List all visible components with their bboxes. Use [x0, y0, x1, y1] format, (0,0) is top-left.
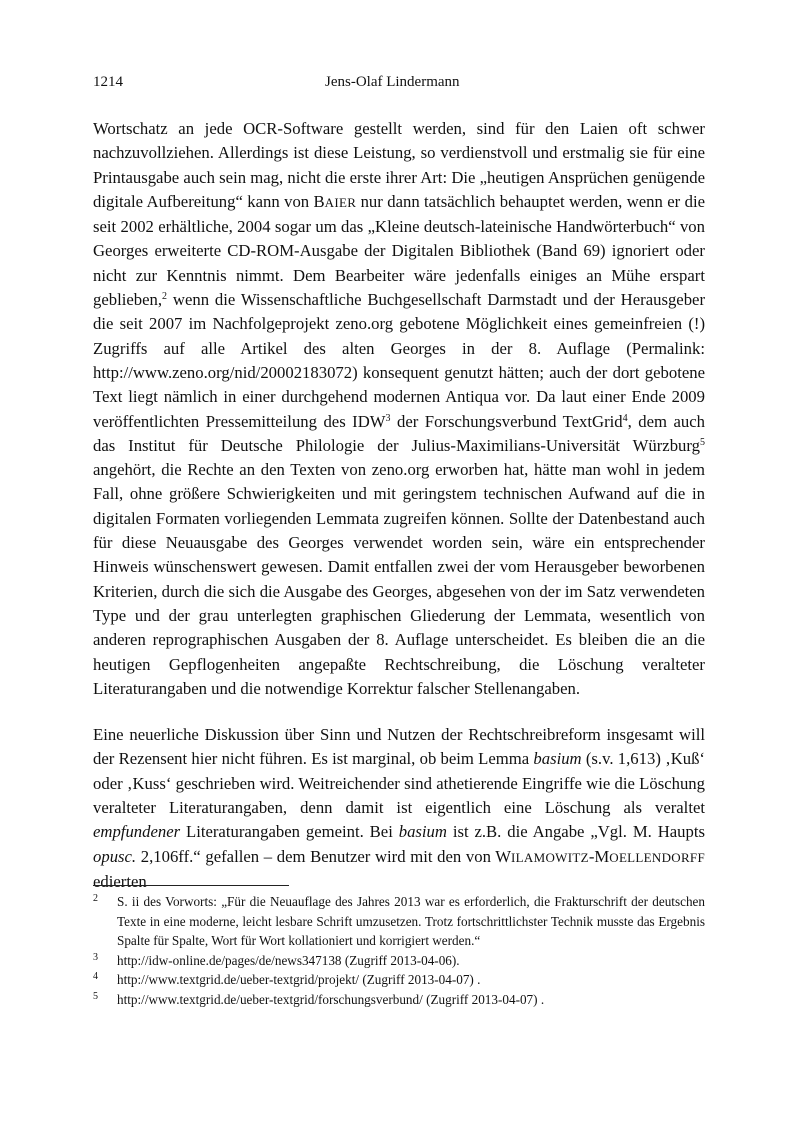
text-run: (s.v. 1,613) ‚Kuß‘ oder ‚Kuss‘ geschrieben wird. Weitreichender sind athetierende Eingriffe wie die Löschung veralteter Literaturangaben, denn damit ist eigentlich eine Löschung als veraltet — [93, 749, 705, 818]
text-run: nur dann tatsächlich behauptet werden, wenn er die seit 2002 erhältliche, 2004 sogar um das „Kleine deutsch-lateinische Handwörterbuch“ von Georges erweiterte CD-ROM-Ausgabe der Digitalen Bibliothek (Band 69) ignoriert oder nicht zur Kenntnis nimmt. Dem Bearbeiter wäre jedenfalls einiges an Mühe erspart geblieben, — [93, 191, 705, 310]
text-run: der Forschungsverbund TextGrid — [390, 411, 623, 431]
italic-term: opusc. — [93, 846, 137, 866]
footnote-4 — [93, 970, 705, 990]
page-header — [93, 74, 705, 94]
small-caps-run: OELLENDORFF — [609, 849, 705, 865]
page-number: 1214 — [93, 74, 123, 90]
running-title: Jens-Olaf Lindermann — [325, 74, 460, 90]
footnote-number: 5 — [93, 990, 98, 1002]
italic-term: basium — [533, 749, 582, 769]
footnote-number: 2 — [93, 893, 98, 904]
text-run: Wortschatz an jede OCR-Software gestellt werden, sind für den Laien oft schwer nachzuvollziehen. Allerdings ist diese Leistung, so verdienstvoll und erstmalig sie für eine Printausgabe auch sein mag, nicht die erste ihrer Art: Die „heutigen Ansprüchen genügende digitale Aufbereitung“ kann von — [93, 119, 705, 211]
text-run: edierten — [93, 871, 147, 891]
text-run: wenn die Wissenschaftliche Buchgesellschaft Darmstadt und der Herausgeber die seit 2007 im Nachfolgeprojekt zeno.org gebotene Möglichkeit eines gemeinfreien (!) Zugriffs auf alle Artikel des alten Georges in der 8. Auflage (Permalink: http://www.zeno.org/nid/20002183072) konsequent genutzt hätten; auch der dort gebotene Text liegt nämlich in einer durchgehend modernen Antiqua vor. Da laut einer Ende 2009 veröffentlichten Pressemitteilung des IDW — [93, 290, 705, 431]
footnote-ref-2[interactable]: 2 — [162, 291, 168, 303]
footnote-ref-4[interactable]: 4 — [622, 412, 628, 424]
text-run: ist z.B. die Angabe „Vgl. M. Haupts — [446, 822, 705, 842]
footnote-3 — [93, 951, 705, 971]
small-caps-run: ILAMOWITZ — [511, 849, 589, 865]
text-run: - — [588, 846, 595, 866]
text-run: angehört, die Rechte an den Texten von zeno.org erworben hat, hätte man wohl in jedem Fall, ohne größere Schwierigkeiten und mit geringstem technischen Aufwand auf die in digitalen Formaten vorliegenden Lemmata zugreifen können. Sollte der Datenbestand auch für diese Neuausgabe des Georges verwendet worden sein, wäre ein entsprechender Hinweis wünschenswert gewesen. Damit entfallen zwei der vom Herausgeber beworbenen Kriterien, durch die sich die Ausgabe des Georges, abgesehen von der im Satz verwendeten Type und der grau unterlegten graphischen Gliederung der Lemmata, wesentlich von anderen reprographischen Ausgaben der 8. Auflage unterscheidet. Es bleiben die an die heutigen Gepflogenheiten angepaßte Rechtschreibung, die Löschung veralteter Literaturangaben und die notwendige Korrektur falscher Stellenangaben. — [93, 460, 705, 698]
text-run: , dem auch das Institut für Deutsche Philologie der Julius-Maximilians-Universität Würzburg — [93, 411, 705, 455]
italic-term: empfundener — [93, 822, 181, 842]
author-name-baier — [314, 192, 357, 211]
footnote-ref-3[interactable]: 3 — [385, 412, 391, 424]
small-caps-run: AIER — [324, 194, 357, 210]
footnotes — [93, 892, 705, 1009]
footnote-5 — [93, 990, 705, 1010]
footnote-separator — [93, 885, 289, 886]
footnote-text: http://www.textgrid.de/ueber-textgrid/forschungsverbund/ (Zugriff 2013-04-07) . — [117, 991, 545, 1007]
text-run: B — [313, 191, 325, 211]
footnote-text: http://idw-online.de/pages/de/news347138 (Zugriff 2013-04-06). — [117, 952, 460, 968]
footnote-text: http://www.textgrid.de/ueber-textgrid/projekt/ (Zugriff 2013-04-07) . — [117, 972, 481, 987]
text-run: W — [495, 846, 512, 866]
footnote-2 — [93, 892, 705, 951]
text-run: Literaturangaben gemeint. Bei — [180, 822, 399, 842]
author-name-wilamowitz — [495, 847, 705, 866]
italic-term: basium — [398, 822, 447, 842]
footnote-number: 4 — [93, 971, 98, 982]
paragraph — [93, 117, 705, 701]
footnote-ref-5[interactable]: 5 — [700, 436, 705, 448]
text-run: Eine neuerliche Diskussion über Sinn und Nutzen der Rechtschreibreform insgesamt will der Rezensent hier nicht führen. Es ist marginal, ob beim Lemma — [93, 725, 705, 769]
text-run: M — [594, 846, 610, 866]
body-text — [93, 117, 705, 894]
paragraph — [93, 723, 705, 894]
text-run: 2,106ff.“ gefallen – dem Benutzer wird mit den von — [136, 846, 496, 866]
footnote-text: S. ii des Vorworts: „Für die Neuauflage des Jahres 2013 war es erforderlich, die Frakturschrift der deutschen Texte in eine moderne, leicht lesbare Schrift umzusetzen. Trotz fortschrittlichster Technik musste das Ergebnis Spalte für Spalte, Wort für Wort kollationiert und korrigiert werden.“ — [117, 894, 705, 948]
footnote-number: 3 — [93, 951, 98, 963]
